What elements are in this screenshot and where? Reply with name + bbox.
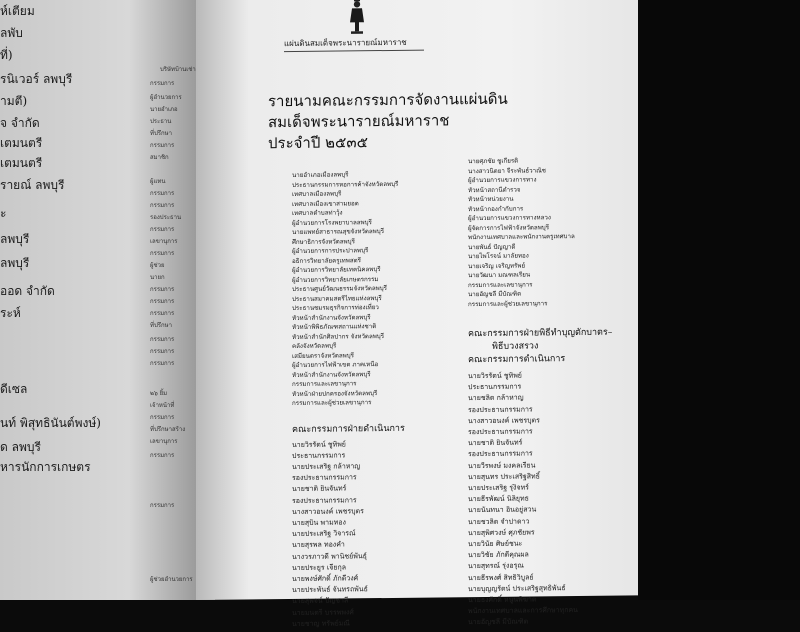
left-tiny-text: ๒๖ ยิ้ม xyxy=(150,390,168,397)
list-item: ผู้อำนวยการแขวงการทางหลวง xyxy=(468,214,551,223)
section-subtitle: พิธีบวงสรวง xyxy=(492,341,539,352)
list-item: นายชลิต กล้าหาญ xyxy=(468,393,524,403)
list-item: นายวิรรัตน์ ชูทิพย์ xyxy=(292,439,346,449)
list-item: เทศบาลเมืองลพบุรี xyxy=(292,190,342,198)
list-item: หัวหน้าสำนักศิลปากร จังหวัดลพบุรี xyxy=(292,332,385,341)
left-tiny-text: กรรมการ xyxy=(150,226,175,233)
list-item: หัวหน้าพิพิธภัณฑสถานแห่งชาติ xyxy=(292,323,377,331)
list-item: รองประธานกรรมการ xyxy=(468,449,533,459)
left-tiny-text: นายก xyxy=(150,274,165,281)
list-item: ผู้อำนวยการไฟฟ้าเขต ภาคเหนือ xyxy=(292,361,379,369)
member-list xyxy=(292,438,472,630)
left-tiny-text: กรรมการ xyxy=(150,286,175,293)
left-fragment: เตมนตรี xyxy=(0,136,43,150)
list-item: นายวิรรัตน์ ชูทิพย์ xyxy=(468,371,522,381)
list-item: นายประเสริฐ วิจารณ์ xyxy=(292,529,356,539)
list-item: นายแพทย์สาธารณสุขจังหวัดลพบุรี xyxy=(292,228,385,236)
list-item: ประธานศูนย์วัฒนธรรมจังหวัดลพบุรี xyxy=(292,284,387,293)
left-tiny-text: ที่ปรึกษา xyxy=(150,130,172,137)
list-item: ผู้อำนวยการโรงพยาบาลลพบุรี xyxy=(292,218,372,227)
left-tiny-text: กรรมการ xyxy=(150,310,175,317)
list-item: ผู้จัดการการไฟฟ้าจังหวัดลพบุรี xyxy=(468,223,550,232)
committee-column-left xyxy=(292,169,472,630)
list-item: กรรมการและเลขานุการ xyxy=(468,280,533,289)
list-item: กรรมการและผู้ช่วยเลขานุการ xyxy=(292,399,372,407)
left-fragment: ที่) xyxy=(0,48,13,62)
list-item: หัวหน้าฝ่ายปกครองจังหวัดลพบุรี xyxy=(292,389,378,398)
list-item: หัวหน้าสำนักงานจังหวัดลพบุรี xyxy=(292,313,371,322)
list-item: นายธงศักดิ์ หนูนพิฆาต xyxy=(468,595,537,605)
list-item: นายบุญญรัตน์ ประเสริฐสุทธิพันธ์ xyxy=(468,583,566,594)
section-title: คณะกรรมการฝ่ายดำเนินการ xyxy=(292,423,405,435)
list-item: นายพันธ์ ปัญญาดี xyxy=(468,243,516,251)
left-tiny-text: เจ้าหน้าที่ xyxy=(150,402,175,409)
list-item: ผู้อำนวยการวิทยาลัยเกษตรกรรม xyxy=(292,275,379,284)
list-item: นายสุรพล ทองคำ xyxy=(292,540,345,550)
list-item: ประธานกรรมการ xyxy=(292,451,346,460)
list-item: รองประธานกรรมการ xyxy=(468,427,533,437)
left-tiny-text: ที่ปรึกษาสร้าง xyxy=(150,426,186,433)
list-item: กรรมการและผู้ช่วยเลขานุการ xyxy=(468,299,548,308)
left-fragment: ดีเซล xyxy=(0,382,28,396)
left-page xyxy=(0,0,215,600)
left-tiny-text: กรรมการ xyxy=(150,298,175,305)
left-fragment: ห์เตียม xyxy=(0,4,35,18)
list-item: พนักงานเทศบาลและพนักงานครูเทศบาล xyxy=(468,233,575,242)
left-tiny-text: กรรมการ xyxy=(150,202,175,209)
list-item: นายชาติ ยินจันทร์ xyxy=(468,438,523,448)
list-item: นายชาญ ทรัพย์มณี xyxy=(292,619,350,628)
list-item: เทศบาลเมืองเขาสามยอด xyxy=(292,199,359,208)
list-item: นายอัญชลี มีบัณฑิต xyxy=(468,617,529,627)
list-item: ประธานชมรมธุรกิจการท่องเที่ยว xyxy=(292,304,379,312)
list-item: ประธานกรรมการหอการค้าจังหวัดลพบุรี xyxy=(292,180,399,189)
member-list xyxy=(468,369,638,628)
list-item: ศึกษาธิการจังหวัดลพบุรี xyxy=(292,237,355,246)
list-item: นายประเสริฐ กล้าหาญ xyxy=(292,462,361,471)
list-item: นายพงษ์ศักดิ์ ภักดีวงศ์ xyxy=(292,574,359,583)
header-caption: แผ่นดินสมเด็จพระนารายณ์มหาราช xyxy=(284,37,407,49)
list-item: นายวีรพงษ์ มงคลเรียน xyxy=(468,461,536,470)
left-tiny-text: กรรมการ xyxy=(150,348,175,355)
left-tiny-text: เลขานุการ xyxy=(150,438,178,445)
left-tiny-text: ประธาน xyxy=(150,118,172,125)
left-fragment: รายณ์ ลพบุรี xyxy=(0,178,65,192)
list-item: นายอำเภอเมืองลพบุรี xyxy=(292,171,349,179)
statue-emblem-icon xyxy=(346,0,368,34)
title-line: รายนามคณะกรรมการจัดงานแผ่นดิน xyxy=(268,89,508,111)
left-tiny-text: กรรมการ xyxy=(150,142,175,149)
left-tiny-text: กรรมการ xyxy=(150,502,175,509)
list-item: นายมนตรี บรรพพงศ์ xyxy=(292,607,354,617)
left-fragment: นท์ พิสุทธินันต์พงษ์) xyxy=(0,416,101,430)
list-item: นางสาวอนงค์ เพชรบุตร xyxy=(292,506,364,516)
left-tiny-text: รองประธาน xyxy=(150,214,182,221)
left-tiny-text: กรรมการ xyxy=(150,414,175,421)
list-item: รองประธานกรรมการ xyxy=(292,495,357,505)
list-item: เทศบาลตำบลท่าวุ้ง xyxy=(292,209,343,217)
list-item: นายชาติ ยินจันทร์ xyxy=(292,484,347,494)
list-item: นายศุภชัย ชูเกียรติ xyxy=(468,157,519,166)
left-fragment: ลพบุรี xyxy=(0,232,30,246)
list-item: นายธีรพัฒน์ นิลิยุทธ xyxy=(468,494,529,504)
list-item: นายประเสริฐ รุ่งิจทร์ xyxy=(468,483,529,493)
list-item: หัวหน้าสำนักงานจังหวัดลพบุรี xyxy=(292,370,371,379)
list-item: รองประธานกรรมการ xyxy=(468,405,533,414)
list-item: นายธีรพงศ์ สิทธิวิบูลย์ xyxy=(468,573,534,582)
section-title: คณะกรรมการดำเนินการ xyxy=(468,354,566,366)
list-item: นายสุพิศวงษ์ ศุภชัยพร xyxy=(468,528,535,537)
title-line: ประจำปี ๒๕๓๕ xyxy=(268,133,368,153)
list-item: นายไพโรจน์ มาลัยทอง xyxy=(468,252,529,261)
list-item: ผู้อำนวยการแขวงการทาง xyxy=(468,176,537,185)
left-fragment: ลพับ xyxy=(0,26,23,40)
left-fragment: หารนักการเกษตร xyxy=(0,460,91,474)
list-item: หัวหน้าหน่วยงาน xyxy=(468,195,514,204)
left-tiny-text: ผู้แทน xyxy=(150,178,166,185)
left-fragment: ลพบุรี xyxy=(0,256,30,270)
left-tiny-text: เลขานุการ xyxy=(150,238,178,245)
title-line: สมเด็จพระนารายณ์มหาราช xyxy=(268,111,450,132)
header-rule xyxy=(284,50,424,52)
list-item: นายวินัย ศิษย์ชนะ xyxy=(468,539,523,549)
left-fragment: จ จำกัด xyxy=(0,116,40,130)
list-item: นางวรภาวดี พานิชย์พันธุ์ xyxy=(292,551,367,561)
left-tiny-text: กรรมการ xyxy=(150,80,175,87)
left-tiny-text: ผู้ช่วย xyxy=(150,262,165,269)
left-tiny-text: ที่ปรึกษา xyxy=(150,322,172,329)
left-tiny-text: ผู้อำนวยการ xyxy=(150,94,182,101)
list-item: นางสาวอนงค์ เพชรบุตร xyxy=(468,416,540,425)
list-item: ผู้อำนวยการการประปาลพบุรี xyxy=(292,247,369,255)
dark-background xyxy=(638,0,800,600)
list-item: นายอัญชลี มีบัณฑิต xyxy=(468,290,522,299)
left-tiny-text: ผู้ช่วยอำนวยการ xyxy=(150,576,193,583)
list-item: นายสุพจน์ ปัญชาลี xyxy=(292,596,349,606)
page-title xyxy=(268,89,508,154)
list-item: รองประธานกรรมการ xyxy=(292,473,357,483)
list-item: หัวหน้าสถานีตำรวจ xyxy=(468,186,521,194)
left-tiny-text: นายอำเภอ xyxy=(150,106,178,113)
list-item: กรรมการและเลขานุการ xyxy=(292,380,357,388)
list-item: นายประพันธ์ จันทรถพันธ์ xyxy=(292,585,368,595)
left-fragment: ามตี) xyxy=(0,94,28,108)
left-tiny-text: กรรมการ xyxy=(150,360,175,367)
right-page xyxy=(196,0,638,628)
list-item: คลังจังหวัดลพบุรี xyxy=(292,342,337,350)
list-item: นายชวลิต จำปาดาว xyxy=(468,517,530,526)
list-item: นายวัฒนา มณฑลเรียน xyxy=(468,271,531,280)
left-tiny-text: บริษัทบ้านเช่า xyxy=(160,66,196,73)
left-tiny-text: กรรมการ xyxy=(150,336,175,343)
committee-column-right xyxy=(468,155,638,628)
list-item: ประธานสมาคมสตรีไทยแห่งลพบุรี xyxy=(292,294,382,303)
list-item: ประธานกรรมการ xyxy=(468,382,522,392)
list-item: พนักงานเทศบาลและการศึกษาทุกคน xyxy=(468,606,578,616)
left-fragment: รนิเวอร์ ลพบุรี xyxy=(0,72,73,86)
left-fragment: ะ xyxy=(0,206,7,220)
official-list xyxy=(468,155,638,309)
list-item: นายวิชัย ภักดีคุณผล xyxy=(468,550,529,560)
left-tiny-text: สมาชิก xyxy=(150,154,169,161)
official-list xyxy=(292,169,472,408)
left-tiny-text: กรรมการ xyxy=(150,250,175,257)
section-title: คณะกรรมการฝ่ายพิธีทำบุญตักบาตร– xyxy=(468,327,613,340)
left-tiny-text: กรรมการ xyxy=(150,452,175,459)
list-item: นายนันทนา อินอยู่สวน xyxy=(468,505,537,515)
list-item: ผู้อำนวยการวิทยาลัยเทคนิคลพบุรี xyxy=(292,266,381,274)
list-item: เสมียนตราจังหวัดลพบุรี xyxy=(292,351,354,360)
left-fragment: เตมนตรี xyxy=(0,156,43,170)
left-fragment: ด ลพบุรี xyxy=(0,440,41,454)
left-fragment: ออด จำกัด xyxy=(0,284,55,298)
list-item: นางสาวนิตยา จีระพันธ์วาณิช xyxy=(468,166,547,175)
left-tiny-text: กรรมการ xyxy=(150,190,175,197)
list-item: อธิการวิทยาลัยครูเทพสตรี xyxy=(292,256,361,265)
list-item: นายเจริญ เจริญทรัพย์ xyxy=(468,262,526,270)
list-item: นายประยูร เจียกุล xyxy=(292,563,346,572)
left-fragment: ระห์ xyxy=(0,306,21,320)
list-item: นายสุทรณ์ รุ่งอรุณ xyxy=(468,562,524,571)
list-item: นายสุนทร ประเสริฐสิทธิ์ xyxy=(468,472,540,481)
list-item: หัวหน้ากองกำกับการ xyxy=(468,205,524,213)
list-item: นายสุบิน พามทอง xyxy=(292,518,346,527)
